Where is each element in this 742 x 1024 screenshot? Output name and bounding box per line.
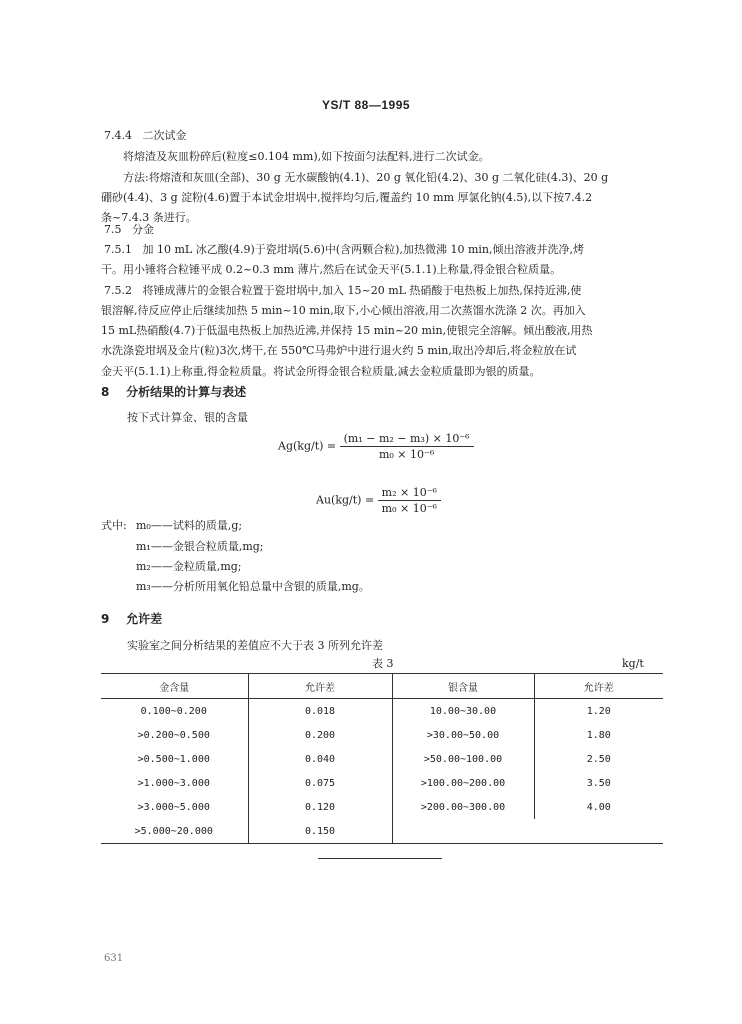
- silver-content-cell: >100.00~200.00: [392, 771, 534, 795]
- ag-formula-lhs: Ag(kg/t) =: [278, 439, 337, 453]
- table-unit: kg/t: [622, 657, 644, 670]
- gold-content-cell: 0.100~0.200: [140, 705, 207, 717]
- section-number: 9: [101, 612, 110, 626]
- formula-intro: 按下式计算金、银的含量: [127, 411, 248, 424]
- ag-numerator: (m₁ − m₂ − m₃) × 10⁻⁶: [340, 432, 474, 447]
- au-formula: [316, 486, 441, 515]
- ag-formula: [278, 432, 474, 461]
- table-row: [101, 771, 663, 795]
- paragraph-line: 方法:将熔渣和灰皿(全部)、30 g 无水碳酸钠(4.1)、20 g 氧化铅(4.2)、30 g 二氧化硅(4.3)、20 g: [123, 171, 609, 184]
- au-numerator: m₂ × 10⁻⁶: [378, 486, 441, 501]
- table-header-row: [101, 674, 663, 699]
- header-gold-content: 金含量: [101, 674, 248, 699]
- section-number: 7.5: [104, 223, 122, 236]
- where-label: 式中:: [101, 519, 127, 532]
- silver-content-cell: >200.00~300.00: [392, 795, 534, 819]
- paragraph-line: 硼砂(4.4)、3 g 淀粉(4.6)置于本试金坩埚中,搅拌均匀后,覆盖约 10 mm 厚氯化钠(4.5),以下按7.4.2: [101, 191, 593, 204]
- silver-tolerance-cell: 2.50: [534, 747, 663, 771]
- silver-tolerance-cell: 1.80: [534, 723, 663, 747]
- au-denominator: m₀ × 10⁻⁶: [381, 502, 437, 515]
- ag-fraction: [340, 432, 474, 461]
- page-number: 631: [104, 953, 124, 964]
- symbol-definition-m2: m₂——金粒质量,mg;: [136, 560, 242, 573]
- header-gold-tolerance: 允许差: [248, 674, 392, 699]
- silver-tolerance-cell: 3.50: [534, 771, 663, 795]
- section-number: 7.5.2: [104, 284, 132, 297]
- paragraph-text: 加 10 mL 冰乙酸(4.9)于瓷坩埚(5.6)中(含两颗合粒),加热微沸 10 min,倾出溶液并洗净,烤: [142, 243, 584, 256]
- gold-content-cell: >0.200~0.500: [137, 729, 210, 741]
- paragraph-line: 银溶解,待反应停止后继续加热 5 min~10 min,取下,小心倾出溶液,用二次蒸馏水洗涤 2 次。再加入: [101, 304, 586, 317]
- section-7-4-4-heading: [104, 129, 187, 142]
- paragraph-line: 条~7.4.3 条进行。: [101, 211, 197, 224]
- gold-tolerance-cell: 0.040: [248, 747, 392, 771]
- standard-code-header: YS/T 88—1995: [322, 98, 411, 112]
- gold-content-cell: >0.500~1.000: [137, 753, 210, 765]
- table-row: [101, 795, 663, 819]
- gold-tolerance-cell: 0.018: [248, 699, 392, 724]
- symbol-definition-m3: m₃——分析所用氧化铅总量中含银的质量,mg。: [136, 580, 370, 593]
- ag-denominator: m₀ × 10⁻⁶: [378, 448, 435, 461]
- silver-content-cell: 10.00~30.00: [392, 699, 534, 724]
- gold-content-cell: >5.000~20.000: [101, 819, 248, 844]
- section-9-heading: [101, 610, 162, 627]
- section-7-5-heading: [104, 223, 154, 236]
- paragraph-line: 干。用小锤将合粒锤平成 0.2~0.3 mm 薄片,然后在试金天平(5.1.1)上称量,得金银合粒质量。: [101, 263, 562, 276]
- paragraph-line: 将熔渣及灰皿粉碎后(粒度≤0.104 mm),如下按面匀法配料,进行二次试金。: [123, 150, 490, 163]
- paragraph-line: 水洗涤瓷坩埚及金片(粒)3次,烤干,在 550℃马弗炉中进行退火约 5 min,取出冷却后,将金粒放在试: [101, 344, 577, 357]
- silver-tolerance-cell: 1.20: [534, 699, 663, 724]
- tolerance-table: [101, 673, 663, 844]
- symbol-definition-m0: m₀——试料的质量,g;: [136, 519, 243, 532]
- section-8-heading: [101, 383, 246, 400]
- au-formula-lhs: Au(kg/t) =: [316, 493, 375, 507]
- header-silver-content: 银含量: [392, 674, 534, 699]
- table-intro: 实验室之间分析结果的差值应不大于表 3 所列允许差: [127, 639, 383, 652]
- gold-tolerance-cell: 0.120: [248, 795, 392, 819]
- table-row: [101, 819, 663, 844]
- gold-tolerance-cell: 0.075: [248, 771, 392, 795]
- gold-content-cell: >3.000~5.000: [137, 801, 210, 813]
- gold-tolerance-cell: 0.150: [248, 819, 392, 844]
- header-silver-tolerance: 允许差: [534, 674, 663, 699]
- table-row: [101, 699, 663, 724]
- paragraph-line: 金天平(5.1.1)上称重,得金粒质量。将试金所得金银合粒质量,减去金粒质量即为银的质量。: [101, 365, 541, 378]
- silver-content-cell: [392, 819, 534, 844]
- section-number: 7.5.1: [104, 243, 132, 256]
- section-title: 二次试金: [142, 129, 187, 142]
- table-row: [101, 747, 663, 771]
- section-number: 7.4.4: [104, 129, 132, 142]
- paragraph-text: 将锤成薄片的金银合粒置于瓷坩埚中,加入 15~20 mL 热硝酸于电热板上加热,保持近沸,使: [142, 284, 582, 297]
- gold-tolerance-cell: 0.200: [248, 723, 392, 747]
- paragraph-line: 15 mL热硝酸(4.7)于低温电热板上加热近沸,并保持 15 min~20 min,使银完全溶解。倾出酸液,用热: [101, 324, 593, 337]
- section-7-5-2-line-1: [104, 284, 581, 297]
- gold-content-cell: >1.000~3.000: [137, 777, 210, 789]
- table-row: [101, 723, 663, 747]
- au-fraction: [378, 486, 441, 515]
- silver-tolerance-cell: [534, 819, 663, 844]
- end-rule: [318, 858, 442, 859]
- section-title: 分析结果的计算与表述: [126, 385, 247, 399]
- symbol-definition-m1: m₁——金银合粒质量,mg;: [136, 540, 264, 553]
- table-title: 表 3: [372, 657, 394, 670]
- section-title: 允许差: [126, 612, 163, 626]
- silver-tolerance-cell: 4.00: [534, 795, 663, 819]
- section-title: 分金: [132, 223, 154, 236]
- silver-content-cell: >50.00~100.00: [392, 747, 534, 771]
- section-7-5-1-line-1: [104, 243, 584, 256]
- silver-content-cell: >30.00~50.00: [392, 723, 534, 747]
- section-number: 8: [101, 385, 110, 399]
